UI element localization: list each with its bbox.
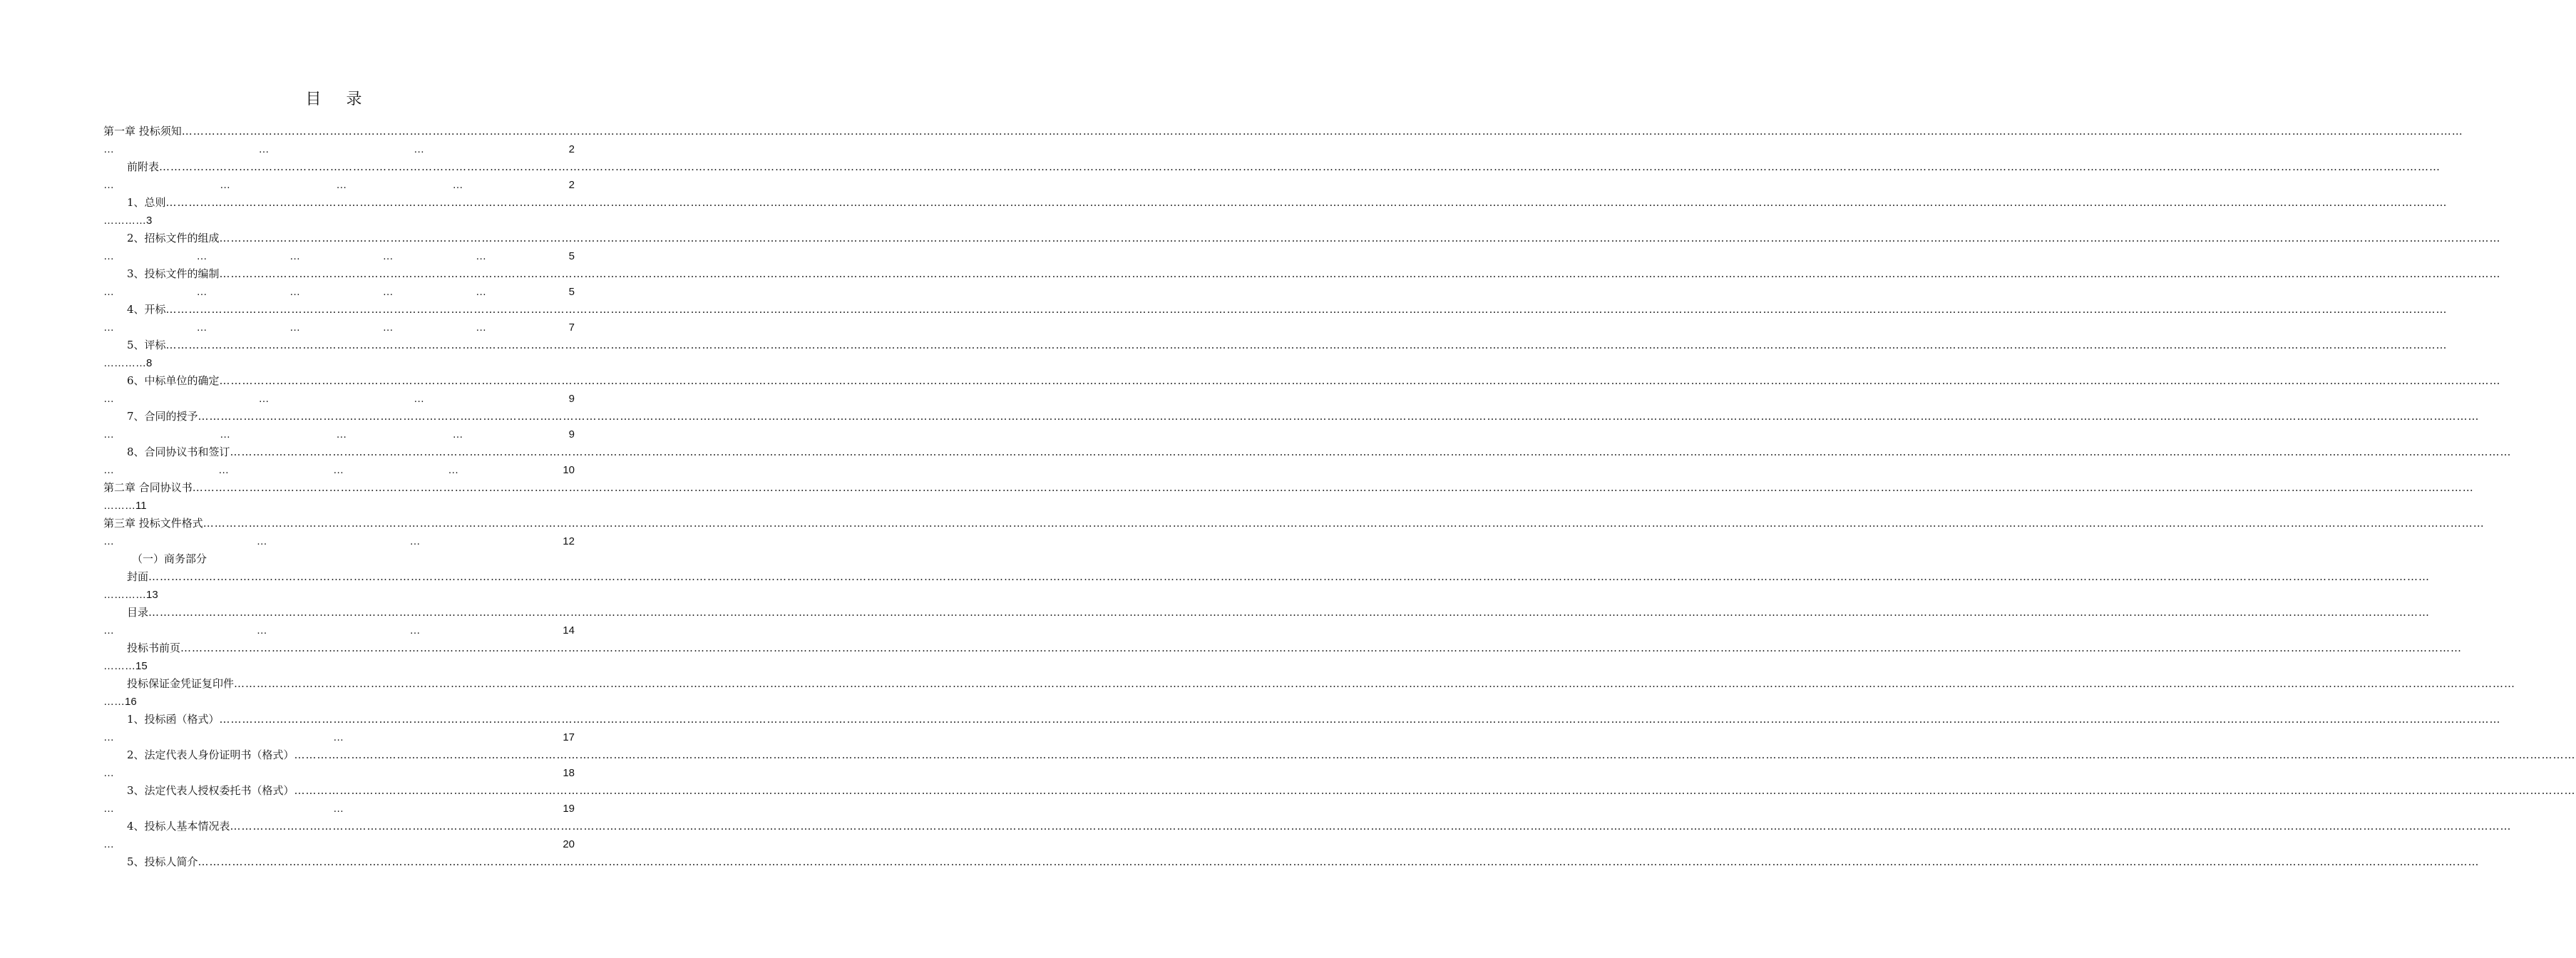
toc-entry[interactable] <box>103 746 2576 782</box>
leader-dots: ………… <box>103 589 146 601</box>
leader-dots: … <box>336 179 347 191</box>
toc-entry[interactable] <box>103 158 2441 194</box>
toc-entry-label: 7、合同的授予 <box>127 410 198 423</box>
leader-dots: ………… <box>103 215 146 227</box>
leader-dots: … <box>196 321 207 334</box>
leader-dots: …………………………………………………………………………………………………………………………………………………………………………………………………………………………………………………………………………………………………………………………………………………………………………………………………………………………………………………………………………………………………………………………………………………… <box>180 642 2463 654</box>
toc-entry[interactable] <box>103 853 2480 871</box>
leader-dots: …………………………………………………………………………………………………………………………………………………………………………………………………………………………………………………………………………………………………………………………………………………………………………………………………………………………………………………………………………………………………………………………………………………… <box>294 748 2576 761</box>
leader-dots: … <box>414 393 425 405</box>
toc-entry-label: 封面 <box>127 570 149 583</box>
leader-dots: …………………………………………………………………………………………………………………………………………………………………………………………………………………………………………………………………………………………………………………………………………………………………………………………………………………………………………………………………………………………………………………………………………………… <box>159 160 2441 173</box>
leader-dots: … <box>258 143 270 155</box>
toc-entry-label: 5、投标人简介 <box>127 855 198 868</box>
toc-entry[interactable] <box>103 818 2512 853</box>
toc-entry-label: 4、投标人基本情况表 <box>127 820 230 833</box>
leader-dots: … <box>336 428 347 441</box>
toc-page-number: 2 <box>568 143 575 155</box>
toc-entry-label: 第一章 投标须知 <box>103 125 182 138</box>
leader-dots: … <box>103 250 114 262</box>
leader-dots: ……… <box>103 660 135 672</box>
toc-entry-label: 2、法定代表人身份证明书（格式） <box>127 748 294 761</box>
leader-dots: … <box>220 428 231 441</box>
leader-dots: … <box>333 731 344 743</box>
toc-page-number: 9 <box>568 428 575 441</box>
leader-dots: … <box>382 321 394 334</box>
leader-dots: … <box>289 286 301 298</box>
leader-dots: … <box>103 393 114 405</box>
leader-dots: … <box>452 428 463 441</box>
leader-dots: ………… <box>103 357 146 369</box>
toc-entry[interactable] <box>103 301 2448 336</box>
toc-page-number: 13 <box>146 589 158 601</box>
leader-dots: … <box>382 286 394 298</box>
toc-entry[interactable] <box>103 515 2485 550</box>
leader-dots: … <box>382 250 394 262</box>
toc-entry[interactable] <box>103 550 575 568</box>
toc-page-number: 5 <box>568 250 575 262</box>
toc-entry-label: 6、中标单位的确定 <box>127 374 220 387</box>
leader-dots: …………………………………………………………………………………………………………………………………………………………………………………………………………………………………………………………………………………………………………………………………………………………………………………………………………………………………………………………………………………………………………………………………………………… <box>202 517 2485 530</box>
leader-dots: … <box>289 321 301 334</box>
toc-entry-label: 5、评标 <box>127 339 166 351</box>
leader-dots: …………………………………………………………………………………………………………………………………………………………………………………………………………………………………………………………………………………………………………………………………………………………………………………………………………………………………………………………………………………………………………………………………………………… <box>197 855 2480 868</box>
toc-entry[interactable] <box>103 675 2516 711</box>
leader-dots: …………………………………………………………………………………………………………………………………………………………………………………………………………………………………………………………………………………………………………………………………………………………………………………………………………………………………………………………………………………………………………………………………………………… <box>165 339 2448 351</box>
leader-dots: … <box>103 767 114 779</box>
toc-entry[interactable] <box>103 443 2512 479</box>
leader-dots: … <box>476 286 487 298</box>
toc-entry[interactable] <box>103 782 2576 818</box>
leader-dots: … <box>333 803 344 815</box>
toc-page-number: 18 <box>563 767 575 779</box>
leader-dots: … <box>448 464 459 476</box>
leader-dots: … <box>103 838 114 850</box>
toc-entry[interactable] <box>103 604 2431 639</box>
toc-page-number: 3 <box>146 215 153 227</box>
toc-page-number: 10 <box>563 464 575 476</box>
toc-entry[interactable] <box>103 336 2448 372</box>
toc-entry-label: 投标保证金凭证复印件 <box>127 677 235 690</box>
toc-page-number: 20 <box>563 838 575 850</box>
leader-dots: …………………………………………………………………………………………………………………………………………………………………………………………………………………………………………………………………………………………………………………………………………………………………………………………………………………………………………………………………………………………………………………………………………………… <box>219 374 2501 387</box>
toc-entry-label: 3、法定代表人授权委托书（格式） <box>127 784 294 797</box>
toc-entry-label: 4、开标 <box>127 303 166 316</box>
leader-dots: …………………………………………………………………………………………………………………………………………………………………………………………………………………………………………………………………………………………………………………………………………………………………………………………………………………………………………………………………………………………………………………………………………………… <box>181 125 2463 138</box>
leader-dots: … <box>218 464 230 476</box>
table-of-contents <box>103 123 2576 871</box>
toc-page-number: 12 <box>563 535 575 547</box>
leader-dots: …………………………………………………………………………………………………………………………………………………………………………………………………………………………………………………………………………………………………………………………………………………………………………………………………………………………………………………………………………………………………………………………………………………… <box>234 677 2516 690</box>
leader-dots: …………………………………………………………………………………………………………………………………………………………………………………………………………………………………………………………………………………………………………………………………………………………………………………………………………………………………………………………………………………………………………………………………………………… <box>148 570 2431 583</box>
leader-dots: …………………………………………………………………………………………………………………………………………………………………………………………………………………………………………………………………………………………………………………………………………………………………………………………………………………………………………………………………………………………………………………………………………………… <box>219 232 2501 244</box>
leader-dots: …………………………………………………………………………………………………………………………………………………………………………………………………………………………………………………………………………………………………………………………………………………………………………………………………………………………………………………………………………………………………………………………………………………… <box>197 410 2480 423</box>
leader-dots: … <box>476 250 487 262</box>
toc-page-number: 17 <box>563 731 575 743</box>
toc-page-number: 19 <box>563 803 575 815</box>
toc-entry[interactable] <box>103 568 2431 604</box>
leader-dots: … <box>103 143 114 155</box>
toc-page-number: 9 <box>568 393 575 405</box>
toc-page-number: 2 <box>568 179 575 191</box>
toc-page-number: 15 <box>135 660 148 672</box>
toc-entry-label: 2、招标文件的组成 <box>127 232 220 244</box>
leader-dots: …………………………………………………………………………………………………………………………………………………………………………………………………………………………………………………………………………………………………………………………………………………………………………………………………………………………………………………………………………………………………………………………………………………… <box>230 445 2512 458</box>
leader-dots: … <box>258 393 270 405</box>
leader-dots: … <box>103 428 114 441</box>
leader-dots: …………………………………………………………………………………………………………………………………………………………………………………………………………………………………………………………………………………………………………………………………………………………………………………………………………………………………………………………………………………………………………………………………………………… <box>294 784 2576 797</box>
leader-dots: … <box>103 286 114 298</box>
toc-entry[interactable] <box>103 230 2501 265</box>
leader-dots: … <box>103 464 114 476</box>
leader-dots: ……… <box>103 500 135 512</box>
toc-entry[interactable] <box>103 711 2501 746</box>
leader-dots: … <box>196 250 207 262</box>
toc-entry-label: （一）商务部分 <box>132 552 207 565</box>
leader-dots: … <box>103 624 114 637</box>
leader-dots: …………………………………………………………………………………………………………………………………………………………………………………………………………………………………………………………………………………………………………………………………………………………………………………………………………………………………………………………………………………………………………………………………………………… <box>148 606 2431 619</box>
toc-entry[interactable] <box>103 194 2448 230</box>
leader-dots: …………………………………………………………………………………………………………………………………………………………………………………………………………………………………………………………………………………………………………………………………………………………………………………………………………………………………………………………………………………………………………………………………………………… <box>230 820 2512 833</box>
toc-entry-label: 8、合同协议书和签订 <box>127 445 230 458</box>
toc-entry[interactable] <box>103 408 2480 443</box>
leader-dots: … <box>256 535 267 547</box>
toc-entry-label: 3、投标文件的编制 <box>127 267 220 280</box>
toc-page-number: 7 <box>568 321 575 334</box>
toc-entry[interactable] <box>103 639 2463 675</box>
leader-dots: …………………………………………………………………………………………………………………………………………………………………………………………………………………………………………………………………………………………………………………………………………………………………………………………………………………………………………………………………………………………………………………………………………………… <box>219 267 2501 280</box>
page-title: 目 录 <box>305 91 372 108</box>
toc-entry[interactable] <box>103 123 2463 158</box>
leader-dots: … <box>103 803 114 815</box>
leader-dots: … <box>220 179 231 191</box>
leader-dots: … <box>103 321 114 334</box>
leader-dots: …………………………………………………………………………………………………………………………………………………………………………………………………………………………………………………………………………………………………………………………………………………………………………………………………………………………………………………………………………………………………………………………………………………… <box>165 303 2448 316</box>
leader-dots: … <box>256 624 267 637</box>
toc-entry-label: 第三章 投标文件格式 <box>103 517 203 530</box>
toc-entry-label: 1、投标函（格式） <box>127 713 220 726</box>
toc-entry-label: 目录 <box>127 606 149 619</box>
leader-dots: … <box>103 535 114 547</box>
leader-dots: … <box>409 624 421 637</box>
leader-dots: …………………………………………………………………………………………………………………………………………………………………………………………………………………………………………………………………………………………………………………………………………………………………………………………………………………………………………………………………………………………………………………………………………………… <box>192 481 2474 494</box>
toc-entry[interactable] <box>103 479 2474 515</box>
toc-entry[interactable] <box>103 265 2501 301</box>
toc-entry-label: 第二章 合同协议书 <box>103 481 193 494</box>
leader-dots: … <box>333 464 344 476</box>
leader-dots: … <box>196 286 207 298</box>
toc-page-number: 11 <box>135 500 147 512</box>
leader-dots: … <box>476 321 487 334</box>
leader-dots: …………………………………………………………………………………………………………………………………………………………………………………………………………………………………………………………………………………………………………………………………………………………………………………………………………………………………………………………………………………………………………………………………………………… <box>219 713 2501 726</box>
toc-entry-label: 投标书前页 <box>127 642 181 654</box>
toc-entry[interactable] <box>103 372 2501 408</box>
leader-dots: …………………………………………………………………………………………………………………………………………………………………………………………………………………………………………………………………………………………………………………………………………………………………………………………………………………………………………………………………………………………………………………………………………………… <box>165 196 2448 209</box>
leader-dots: … <box>103 179 114 191</box>
toc-page-number: 8 <box>146 357 153 369</box>
toc-page-number: 14 <box>563 624 575 637</box>
toc-entry-label: 前附表 <box>127 160 160 173</box>
leader-dots: … <box>414 143 425 155</box>
toc-entry-label: 1、总则 <box>127 196 166 209</box>
leader-dots: … <box>409 535 421 547</box>
leader-dots: … <box>452 179 463 191</box>
toc-page-number: 5 <box>568 286 575 298</box>
leader-dots: … <box>289 250 301 262</box>
leader-dots: … <box>103 731 114 743</box>
toc-page-number: 16 <box>125 696 137 708</box>
leader-dots: …… <box>103 696 125 708</box>
